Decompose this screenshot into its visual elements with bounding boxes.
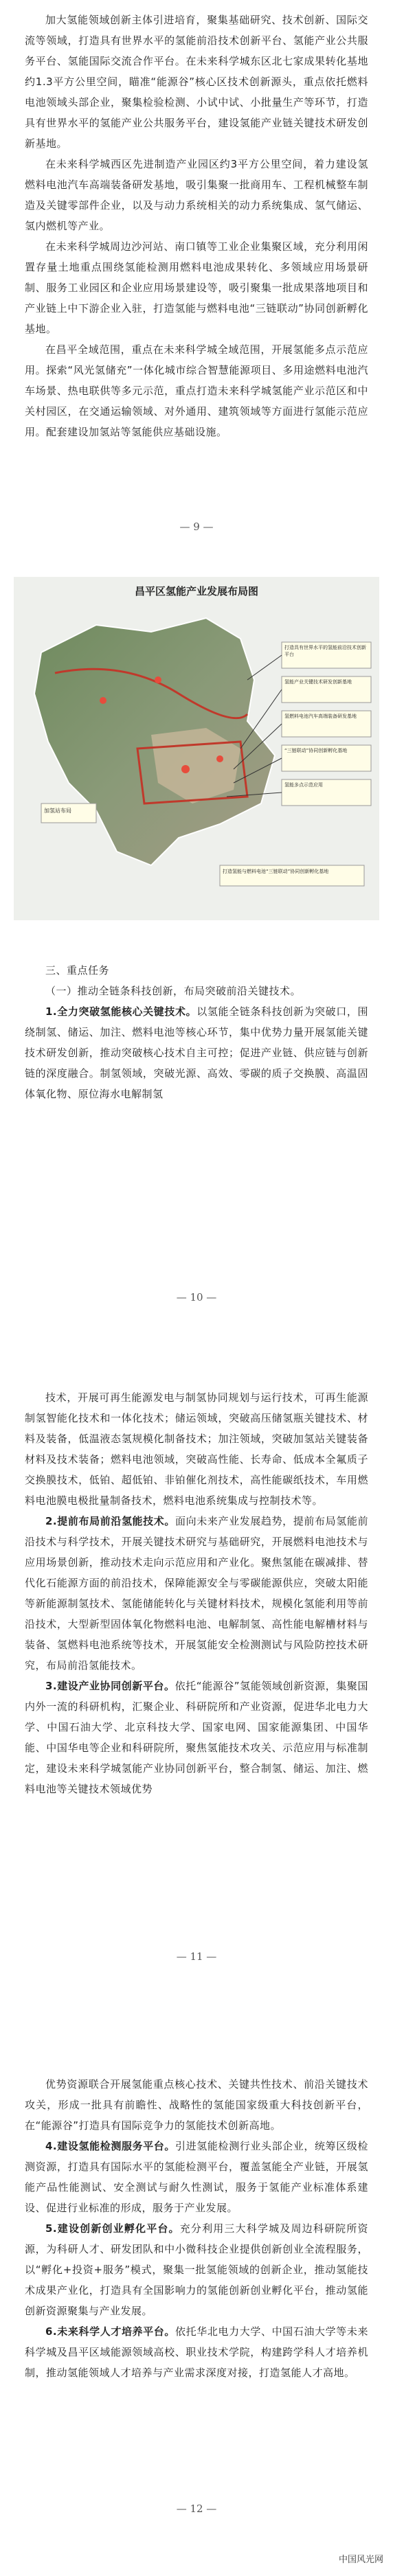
map-title: 昌平区氢能产业发展布局图 [134,585,258,597]
body-paragraph: 技术，开展可再生能源发电与制氢协同规划与运行技术，可再生能源制氢智能化技术和一体化技术；储运领域，突破高压储氢瓶关键技术、材料及装备，低温液态氢规模化制备技术；加注领域，突破加氢站关键装备材料及技术装备；燃料电池领域，突破高性能、长寿命、低成本全氟质子交换膜技术，低铂、超低铂、非铂催化剂技术，高性能碳纸技术，车用燃料电池膜电极批量制备技术，燃料电池系统集成与控制技术等。 [25,1391,368,1507]
note-text: 打造氢能与燃料电池“三链联动”协同创新孵化基地 [223,869,329,874]
site-marker [181,765,190,773]
legend-text: 氢能多点示范应用 [284,782,323,788]
item-text: 以氢能全链条科技创新为突破口，围绕制氢、储运、加注、燃料电池等核心环节，集中优势力量开展氢能关键技术研发创新，推动突破核心技术自主可控；促进产业链、供应链与创新链的深度融合。制氢领域，突破光源、高效、零碳的质子交换膜、高温固体氧化物、原位海水电解制氢 [25,1005,368,1100]
leader-line [247,655,282,680]
item-text: 依托华北电力大学、中国石油大学等未来科学城及昌平区域能源领域高校、职业技术学院，构建跨学科人才培养机制，推动氢能领域人才培养与产业需求深度对接，打造氢能人才高地。 [25,2325,368,2379]
document-page-10 [25,960,368,1104]
legend-text: 氢燃料电池汽车高端装备研发基地 [284,714,357,719]
site-marker [155,676,161,683]
body-paragraph [25,2218,368,2321]
body-paragraph: 在昌平全域范围，重点在未来科学城全域范围，开展氢能多点示范应用。探索“风光氢储充”一体化城市综合智慧能源项目、多用途燃料电池汽车场景、热电联供等多元示范，重点打造未来科学城氢能产业示范区和中关村园区，在交通运输领域、对外通用、建筑领域等方面进行氢能示范应用。配套建设加氢站等氢能供应基础设施。 [25,343,368,438]
body-paragraph [25,1511,368,1676]
body-paragraph [25,1676,368,1799]
document-page-9 [25,10,368,442]
legend-text: 打造具有世界水平的氢能前沿技术创新平台 [284,645,366,657]
document-page-11 [25,1387,368,1799]
page-number: — 11 — [176,1950,217,1963]
item-title: 5.建设创新创业孵化平台。 [45,2222,180,2235]
body-paragraph [25,2136,368,2218]
item-title: 4.建设氢能检测服务平台。 [45,2140,176,2152]
site-marker [100,697,106,704]
page-number: — 10 — [176,1291,217,1303]
body-paragraph: 优势资源联合开展氢能重点核心技术、关键共性技术、前沿关键技术攻关，形成一批具有前瞻性、战略性的氢能国家级重大科技创新平台，在“能源谷”打造具有国际竞争力的氢能技术创新高地。 [25,2078,368,2132]
subsection-heading: （一）推动全链条科技创新，布局突破前沿关键技术。 [45,985,302,997]
item-title: 2.提前布局前沿氢能技术。 [45,1515,176,1527]
body-paragraph [25,1001,368,1104]
source-watermark: 中国风光网 [338,2555,383,2565]
body-paragraph: 加大氢能领域创新主体引进培育，聚集基础研究、技术创新、国际交流等领域，打造具有世界水平的氢能前沿技术创新平台、氢能产业公共服务平台、氢能国际交流合作平台。在未来科学城东区北七家成果转化基地约1.3平方公里空间，瞄准“能源谷”核心区技术创新源头，重点依托燃料电池领域头部企业，聚集检验检测、小试中试、小批量生产等环节，打造具有世界水平的氢能产业公共服务平台，建设氢能产业链关键技术研发创新基地。 [25,14,368,150]
note-text: 加氢站布局 [44,808,71,814]
legend-text: 氢能产业关键技术研发创新基地 [284,679,352,685]
item-text: 充分利用三大科学城及周边科研院所资源，为科研人才、研发团队和中小微科技企业提供创新创业全流程服务，以“孵化+投资+服务”模式，聚集一批氢能领域的创新企业，推动氢能技术成果产业化，打造具有全国影响力的氢能创新创业孵化平台，推动氢能创新资源聚集与产业发展。 [25,2222,368,2317]
item-title: 6.未来科学人才培养平台。 [45,2325,176,2338]
section-heading: 三、重点任务 [45,964,110,977]
site-marker [216,755,223,762]
item-title: 3.建设产业协同创新平台。 [45,1680,175,1692]
item-title: 1.全力突破氢能核心关键技术。 [45,1005,197,1018]
page-number: — 9 — [179,521,214,533]
item-text: 面向未来产业发展趋势，提前布局氢能前沿技术与科学技术，开展关键技术研究与基础研究，开展燃料电池技术与应用场景创新，推动技术走向示范应用和产业化。聚焦氢能在碳减排、替代化石能源方面的前沿技术，保障能源安全与零碳能源供应，突破太阳能等新能源制氢技术、氢能储能转化与关键材料技术，规模化氢能利用等前沿技术，大型新型固体氧化物燃料电池、电解制氢、高性能电解槽材料与装备、氢燃料电池系统等技术，开展氢能安全检测测试与风险防控技术研究，布局前沿氢能技术。 [25,1515,368,1672]
layout-map-figure [14,577,379,920]
body-paragraph: 在未来科学城西区先进制造产业园区约3平方公里空间，着力建设氢燃料电池汽车高端装备研发基地，吸引集聚一批商用车、工程机械整车制造及关键零部件企业，以及与动力系统相关的动力系统集成、氢气储运、氢内燃机等产业。 [25,158,368,232]
item-text: 引进氢能检测行业头部企业，统筹区级检测资源，打造具有国际水平的氢能检测平台，覆盖氢能全产业链，开展氢能产品性能测试、安全测试与耐久性测试，服务于氢能产业标准体系建设、促进行业标准的形成，服务于产业发展。 [25,2140,368,2214]
body-paragraph [25,2321,368,2383]
document-page-12 [25,2074,368,2383]
page-number: — 12 — [176,2503,217,2515]
item-text: 依托“能源谷”氢能领域创新资源，集聚国内外一流的科研机构，汇聚企业、科研院所和产业资源，促进华北电力大学、中国石油大学、北京科技大学、国家电网、国家能源集团、中国华能、中国华电等企业和科研院所，聚焦氢能技术攻关、示范应用与标准制定，建设未来科学城氢能产业协同创新平台，整合制氢、储运、加注、燃料电池等关键技术领域优势 [25,1680,368,1795]
body-paragraph: 在未来科学城周边沙河站、南口镇等工业企业集聚区域，充分利用闲置存量土地重点围绕氢能检测用燃料电池成果转化、多领域应用场景研制、服务工业园区和企业应用场景建设等，吸引聚集一批成果落地项目和产业链上中下游企业入驻，打造氢能与燃料电池“三链联动”协同创新孵化基地。 [25,240,368,335]
legend-text: “三链联动”协同创新孵化基地 [284,748,348,753]
